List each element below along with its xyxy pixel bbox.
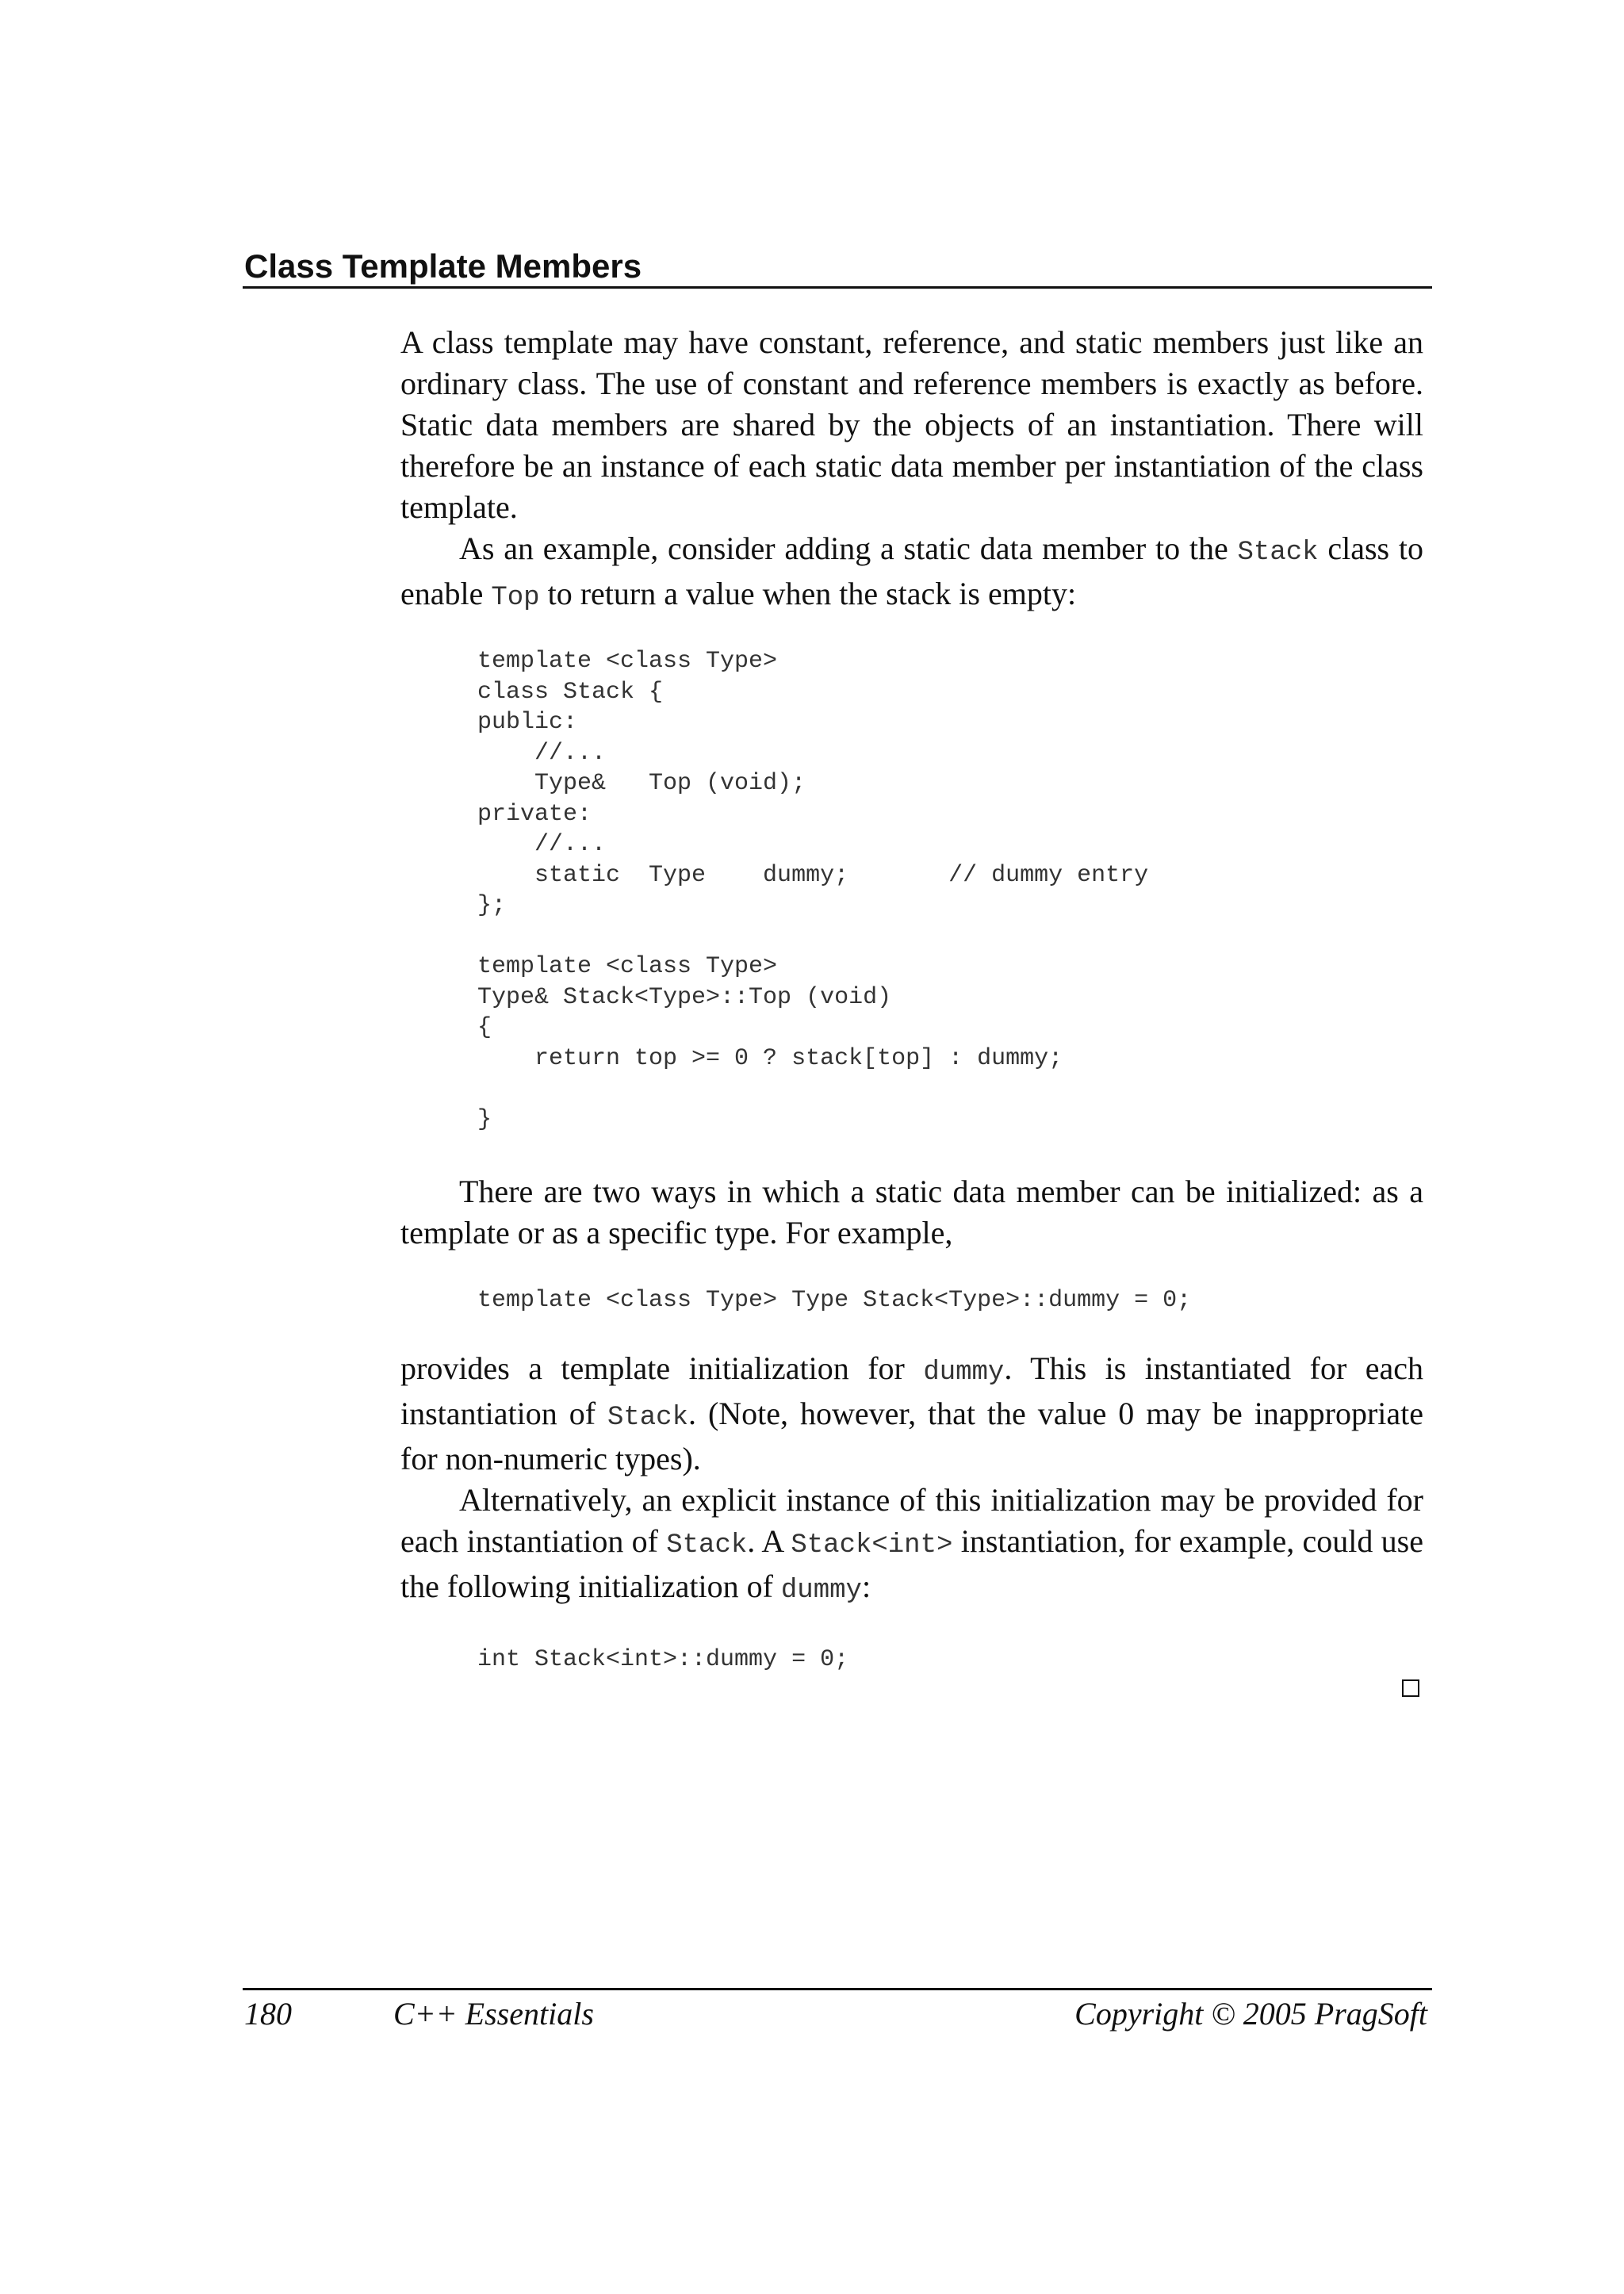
footer-page-number: 180 [244,1996,292,2032]
text-run: instantiation, for example, could use the following initialization of [400,1522,1423,1604]
code-block-stack-class: template <class Type> class Stack { public: //... Type& Top (void); private: //... static Type dummy; // dummy entry }; template <class Type> Type& Stack<Type>::Top (void) { return top >= 0 ? stack[top] : dummy; } [477,648,1149,1133]
text-run: : [861,1568,871,1604]
text-run: Alternatively, an explicit instance of this initialization may be provided for each instantiation of [400,1481,1423,1559]
inline-code-stack: Stack [666,1530,748,1561]
text-run: to return a value when the stack is empty: [539,576,1077,611]
text-run: . (Note, however, that the value 0 may be inappropriate for non-numeric types). [400,1395,1423,1476]
text-run: . This is instantiated for each instantiation of [400,1350,1423,1431]
text-run: As an example, consider adding a static data member to the [459,530,1238,566]
text-run: class to enable [400,530,1423,611]
paragraph-example [400,528,1423,618]
code-block-int-init: int Stack<int>::dummy = 0; [477,1645,849,1673]
inline-code-dummy: dummy [780,1575,862,1606]
paragraph-intro: A class template may have constant, reference, and static members just like an ordinary class. The use of constant and reference members is exactly as before. Static data members are shared by the objects of an instantiation. There will therefore be an instance of each static data member per instantiation of the class template. [400,324,1423,525]
code-block-template-init: template <class Type> Type Stack<Type>::dummy = 0; [477,1287,1192,1314]
end-of-section-mark [1402,1679,1419,1697]
paragraph-explicit-instance [400,1480,1423,1611]
footer-copyright: Copyright © 2005 PragSoft [1074,1996,1427,2032]
inline-code-top: Top [491,583,540,613]
paragraph-initialization: There are two ways in which a static data member can be initialized: as a template or as a specific type. For example, [400,1174,1423,1250]
text-run: provides a template initialization for [400,1350,924,1386]
page-body [400,322,1423,1675]
inline-code-stack-int: Stack<int> [791,1530,953,1561]
inline-code-dummy: dummy [923,1357,1005,1388]
footer-book-title: C++ Essentials [393,1996,594,2032]
section-heading: Class Template Members [244,247,642,285]
footer-rule [243,1988,1432,1990]
text-run: . A [747,1522,791,1559]
paragraph-template-init [400,1348,1423,1480]
heading-rule [243,286,1432,289]
inline-code-stack: Stack [607,1402,688,1433]
inline-code-stack: Stack [1237,538,1319,568]
